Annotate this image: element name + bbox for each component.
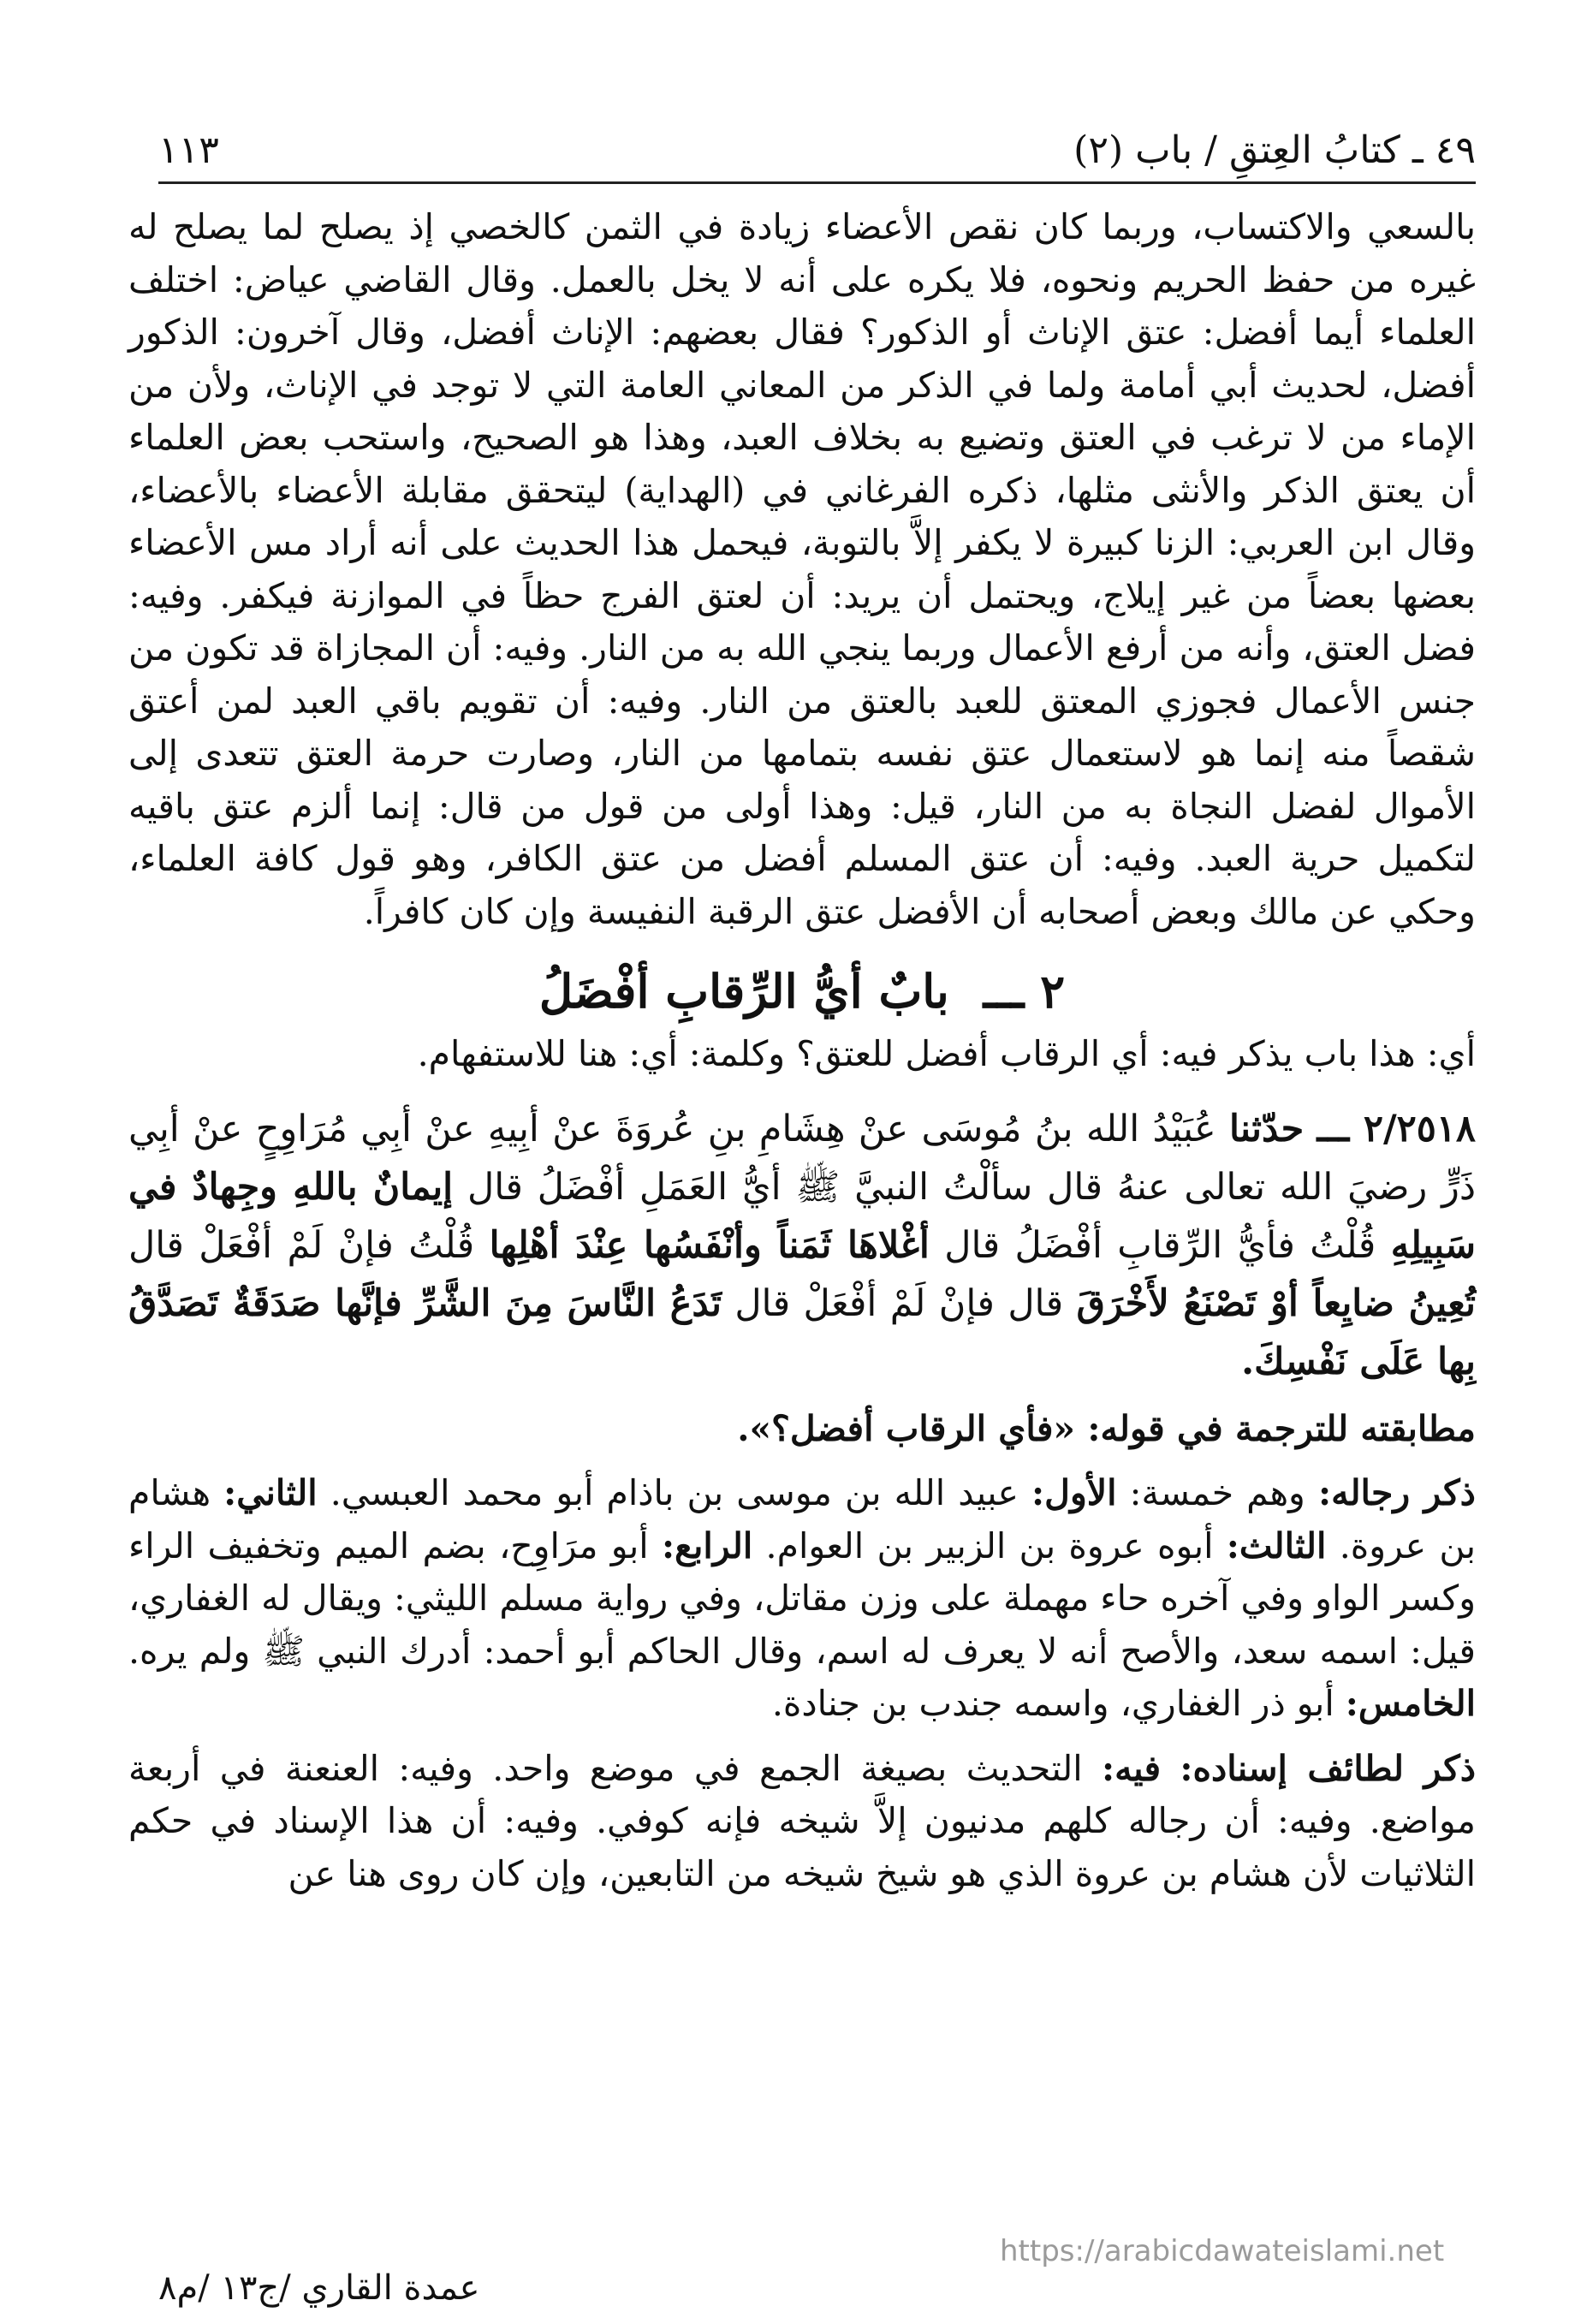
lataif-paragraph — [128, 1743, 1476, 1901]
chapter-title: بابٌ أيُّ الرِّقابِ أفْضَلُ — [538, 964, 949, 1019]
hadith-matn-4: تَدَعُ النَّاسَ مِنَ الشَّرِّ فإنَّها صَدَقَةٌ تَصَدَّقُ بِها عَلَى نَفْسِكَ. — [128, 1281, 1476, 1383]
hadith-matn-1: إيمانٌ باللهِ وجِهادٌ في سَبِيلِهِ — [128, 1165, 1476, 1267]
chapter-number: ٢ ـــ — [983, 964, 1066, 1019]
hadith-isnad: عُبَيْدُ الله بنُ مُوسَى عنْ هِشَامِ بنِ عُروَةَ عنْ أبِيهِ عنْ أبِي مُرَاوِحٍ عنْ أبِي ذَرٍّ رضيَ الله تعالى عنهُ قال سألْتُ النبيَّ ﷺ أيُّ العَمَلِ أفْضَلُ قال — [128, 1107, 1477, 1209]
hadith-text — [128, 1100, 1476, 1391]
rijal-second: هشام بن عروة. — [128, 1472, 1476, 1566]
page-content — [128, 201, 1476, 1900]
hadith-matn-3: تُعِينُ ضايِعاً أوْ تَصْنَعُ لأَخْرَقَ — [1076, 1281, 1476, 1325]
rijal-fourth-label: الرابع: — [661, 1525, 753, 1566]
rijal-intro: وهم خمسة: — [1129, 1472, 1305, 1513]
lataif-text: التحديث بصيغة الجمع في موضع واحد. وفيه: العنعنة في أربعة مواضع. وفيه: أن رجاله كلهم مدنيون إلاَّ شيخه فإنه كوفي. وفيه: أن هذا الإسناد في حكم الثلاثيات لأن هشام بن عروة الذي هو شيخ شيخه من التابعين، وإن كان روى هنا عن — [128, 1747, 1476, 1894]
page-number: ١١٣ — [158, 128, 219, 172]
footer-reference: عمدة القاري /ج١٣ /م٨ — [158, 2268, 480, 2308]
source-watermark: https://arabicdawateislami.net — [1000, 2234, 1445, 2268]
hadith-question-3: قال فإنْ لَمْ أفْعَلْ قال — [734, 1281, 1064, 1325]
header-rule — [158, 181, 1476, 184]
rijal-second-label: الثاني: — [223, 1472, 318, 1513]
tarjama-line: مطابقته للترجمة في قوله: «فأي الرقاب أفضل؟». — [737, 1407, 1476, 1449]
hadith-question-2: قُلْتُ فإنْ لَمْ أفْعَلْ قال — [128, 1223, 475, 1267]
rijal-paragraph — [128, 1467, 1476, 1731]
chapter-heading — [128, 955, 1476, 1028]
page-header — [158, 120, 1476, 180]
running-title: ٤٩ ـ كتابُ العِتقِ / باب (٢) — [1073, 128, 1476, 172]
lataif-fihi: فيه: — [1101, 1747, 1162, 1789]
chapter-gloss: أي: هذا باب يذكر فيه: أي الرقاب أفضل للعتق؟ وكلمة: أي: هنا للاستفهام. — [417, 1033, 1476, 1074]
hadith-matn-2: أغْلاهَا ثَمَناً وأنْفَسُها عِنْدَ أهْلِها — [489, 1223, 930, 1267]
rijal-fifth: أبو ذر الغفاري، واسمه جندب بن جنادة. — [771, 1683, 1334, 1724]
hadith-number: ٢/٢٥١٨ ـــ — [1317, 1107, 1477, 1150]
rijal-fourth: أبو مرَاوِح، بضم الميم وتخفيف الراء وكسر الواو وفي آخره حاء مهملة على وزن مقاتل، وفي رواية مسلم الليثي: ويقال له الغفاري، قيل: اسمه سعد، والأصح أنه لا يعرف له اسم، وقال الحاكم أبو أحمد: أدرك النبي ﷺ ولم يره. — [128, 1525, 1476, 1672]
rijal-fifth-label: الخامس: — [1345, 1683, 1476, 1724]
rijal-third-label: الثالث: — [1226, 1525, 1327, 1566]
rijal-first: عبيد الله بن موسى بن باذام أبو محمد العبسي. — [330, 1472, 1019, 1513]
hadith-haddathana: حدّثنا — [1228, 1107, 1305, 1150]
lataif-label: ذكر لطائف إسناده: — [1180, 1747, 1476, 1789]
commentary-paragraph: بالسعي والاكتساب، وربما كان نقص الأعضاء زيادة في الثمن كالخصي إذ يصلح لما يصلح له غيره من حفظ الحريم ونحوه، فلا يكره على أنه لا يخل بالعمل. وقال القاضي عياض: اختلف العلماء أيما أفضل: عتق الإناث أو الذكور؟ فقال بعضهم: الإناث أفضل، وقال آخرون: الذكور أفضل، لحديث أبي أمامة ولما في الذكر من المعاني العامة التي لا توجد في الإناث، ولأن من الإماء من لا ترغب في العتق وتضيع به بخلاف العبد، وهذا هو الصحيح، واستحب بعض العلماء أن يعتق الذكر والأنثى مثلها، ذكره الفرغاني في (الهداية) ليتحقق مقابلة الأعضاء بالأعضاء، وقال ابن العربي: الزنا كبيرة لا يكفر إلاَّ بالتوبة، فيحمل هذا الحديث على أنه أراد مس الأعضاء بعضها بعضاً من غير إيلاج، ويحتمل أن يريد: أن لعتق الفرج حظاً في الموازنة فيكفر. وفيه: فضل العتق، وأنه من أرفع الأعمال وربما ينجي الله به من النار. وفيه: أن المجازاة قد تكون من جنس الأعمال فجوزي المعتق للعبد بالعتق من النار. وفيه: أن تقويم باقي العبد لمن أعتق شقصاً منه إنما هو لاستعمال عتق نفسه بتمامها من النار، وصارت حرمة العتق تتعدى إلى الأموال لفضل النجاة به من النار، قيل: وهذا أولى من قول من قال: إنما ألزم عتق باقيه لتكميل حرية العبد. وفيه: أن عتق المسلم أفضل من عتق الكافر، وهو قول كافة العلماء، وحكي عن مالك وبعض أصحابه أن الأفضل عتق الرقبة النفيسة وإن كان كافراً. — [128, 206, 1476, 932]
rijal-third: أبوه عروة بن الزبير بن العوام. — [765, 1525, 1214, 1566]
hadith-question-1: قُلْتُ فأيُّ الرِّقابِ أفْضَلُ قال — [944, 1223, 1376, 1267]
rijal-label: ذكر رجاله: — [1317, 1472, 1476, 1513]
rijal-first-label: الأول: — [1031, 1472, 1117, 1513]
